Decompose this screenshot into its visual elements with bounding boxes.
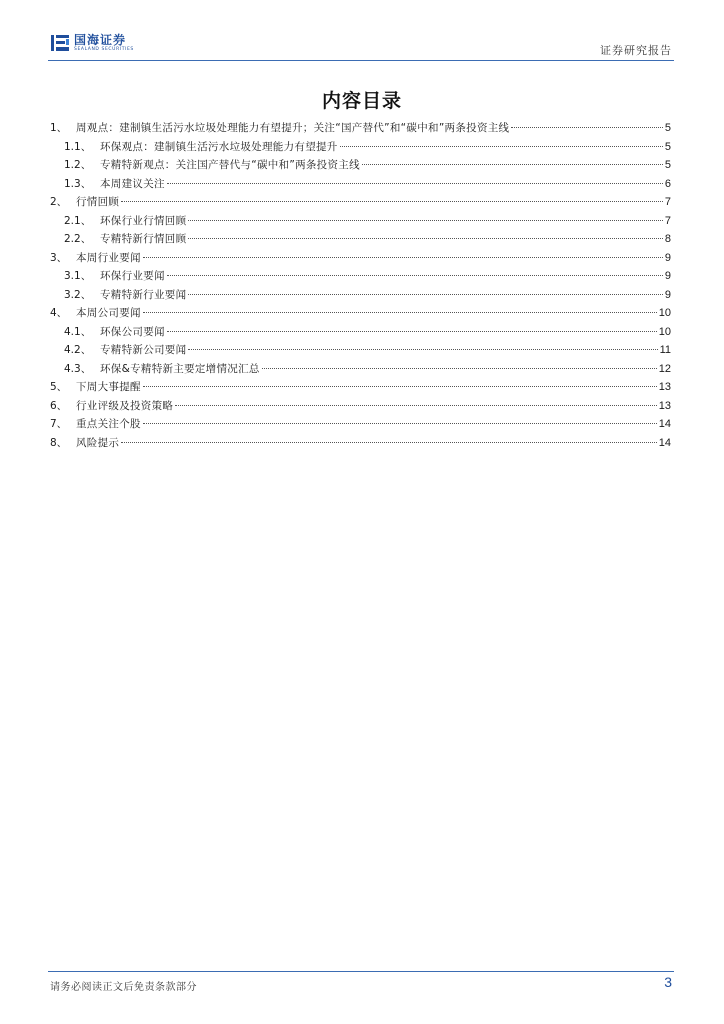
toc-entry[interactable] [50,305,671,324]
toc-entry-title: 本周建议关注 [100,177,165,190]
toc-leader-dots [167,274,663,276]
toc-entry-title: 周观点：建制镇生活污水垃圾处理能力有望提升；关注“国产替代”和“碳中和”两条投资主线 [76,122,510,134]
report-type-label: 证券研究报告 [600,44,672,57]
toc-entry-number: 6、 [50,399,68,412]
toc-entry-page: 9 [664,288,671,301]
toc-entry-number: 4.2、 [64,344,92,356]
toc-entry-number: 2.2、 [64,233,92,245]
toc-entry[interactable] [50,231,671,250]
toc-leader-dots [175,404,657,406]
toc-leader-dots [167,182,663,184]
toc-entry[interactable] [50,213,671,232]
toc-leader-dots [511,126,663,128]
toc-entry-page: 13 [658,399,671,412]
toc-leader-dots [188,348,657,350]
toc-title: 内容目录 [321,90,402,112]
toc-entry-page: 9 [664,251,671,264]
toc-entry[interactable] [50,157,671,176]
toc-entry-number: 1.3、 [64,177,92,190]
toc-entry-page: 12 [658,362,671,375]
toc-entry[interactable] [50,250,671,269]
toc-leader-dots [121,200,663,202]
toc-entry-number: 8、 [50,436,68,449]
toc-entry-number: 3.1、 [64,270,92,282]
toc-entry-number: 1.1、 [64,140,92,153]
toc-entry[interactable] [50,287,671,306]
toc-entry[interactable] [50,361,671,380]
toc-entry[interactable] [50,120,671,139]
toc-leader-dots [188,237,662,239]
toc-leader-dots [340,145,663,147]
toc-entry-page: 7 [664,214,671,227]
disclaimer-note: 请务必阅读正文后免责条款部分 [50,982,197,993]
toc-entry[interactable] [50,342,671,361]
toc-entry-title: 专精特新行情回顾 [100,233,187,245]
toc-leader-dots [121,441,657,443]
toc-leader-dots [143,422,657,424]
toc-entry-page: 8 [664,233,671,245]
toc-entry-title: 重点关注个股 [76,418,141,430]
toc-entry-number: 4.3、 [64,362,92,375]
company-logo [50,32,134,54]
page-header [48,28,674,61]
toc-entry[interactable] [50,176,671,195]
toc-entry-title: 本周行业要闻 [76,251,141,264]
toc-entry-title: 环保行业行情回顾 [100,214,187,227]
toc-entry-title: 专精特新观点：关注国产替代与“碳中和”两条投资主线 [100,159,360,171]
toc-entry-page: 6 [664,177,671,190]
toc-entry-title: 专精特新公司要闻 [100,344,187,356]
toc-leader-dots [167,330,657,332]
toc-entry-number: 1.2、 [64,159,92,171]
toc-entry-number: 2.1、 [64,214,92,227]
table-of-contents [50,120,671,453]
toc-entry[interactable] [50,398,671,417]
toc-entry-title: 下周大事提醒 [76,381,141,393]
toc-entry-title: 行情回顾 [76,196,120,208]
logo-english-name: SEALAND SECURITIES [74,46,134,52]
toc-entry-page: 14 [658,436,671,449]
toc-leader-dots [143,311,657,313]
toc-entry-page: 5 [664,159,671,171]
toc-entry-number: 1、 [50,122,68,134]
toc-entry-page: 10 [658,307,671,319]
toc-entry-title: 环保行业要闻 [100,270,165,282]
toc-entry-page: 10 [658,325,671,338]
toc-entry-title: 专精特新行业要闻 [100,288,187,301]
page-footer [48,971,674,993]
toc-entry[interactable] [50,435,671,454]
logo-chinese-name: 国海证券 [74,32,127,47]
toc-entry-page: 5 [664,122,671,134]
toc-entry[interactable] [50,268,671,287]
toc-entry-page: 13 [658,381,671,393]
toc-leader-dots [362,163,663,165]
toc-entry-number: 3.2、 [64,288,92,301]
toc-entry-title: 环保公司要闻 [100,325,165,338]
toc-entry-title: 风险提示 [76,436,120,449]
toc-entry-number: 7、 [50,418,68,430]
page-number: 3 [664,974,672,990]
toc-leader-dots [188,293,662,295]
toc-leader-dots [262,367,657,369]
toc-entry[interactable] [50,416,671,435]
toc-entry-page: 11 [659,344,671,356]
toc-entry-title: 本周公司要闻 [76,307,141,319]
toc-entry-number: 5、 [50,381,68,393]
toc-entry[interactable] [50,139,671,158]
toc-entry-page: 9 [664,270,671,282]
toc-entry-number: 2、 [50,196,68,208]
toc-entry-page: 7 [664,196,671,208]
toc-entry[interactable] [50,324,671,343]
toc-entry-title: 行业评级及投资策略 [76,399,174,412]
toc-entry-page: 5 [664,140,671,153]
toc-leader-dots [143,256,663,258]
toc-entry-number: 4.1、 [64,325,92,338]
toc-entry[interactable] [50,194,671,213]
logo-mark-icon [50,33,70,53]
toc-entry-number: 3、 [50,251,68,264]
toc-entry[interactable] [50,379,671,398]
toc-entry-title: 环保&专精特新主要定增情况汇总 [100,362,260,375]
toc-entry-title: 环保观点：建制镇生活污水垃圾处理能力有望提升 [100,140,338,153]
toc-entry-number: 4、 [50,307,68,319]
toc-leader-dots [143,385,657,387]
toc-entry-page: 14 [658,418,671,430]
toc-leader-dots [188,219,662,221]
